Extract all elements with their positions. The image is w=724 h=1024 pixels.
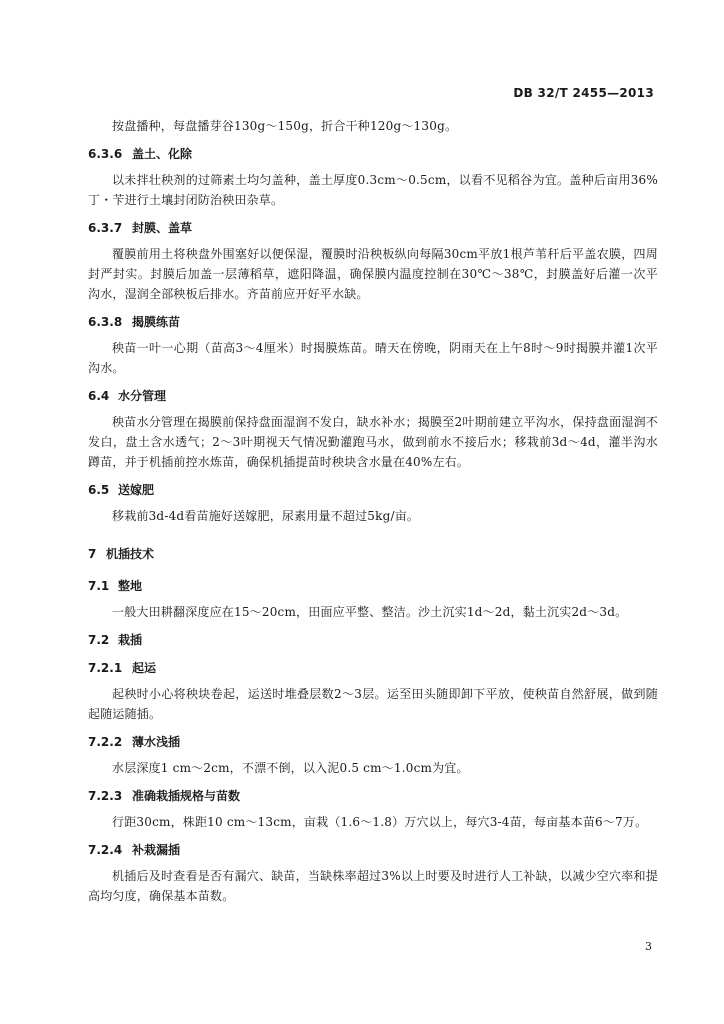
section-title: 揭膜练苗: [132, 315, 181, 329]
paragraph: 移栽前3d-4d看苗施好送嫁肥，尿素用量不超过5kg/亩。: [112, 509, 420, 523]
section-number: 6.3.6: [88, 147, 123, 161]
section-heading-6-3-8: [88, 312, 658, 332]
paragraph: 按盘播种，每盘播芽谷130g～150g，折合干种120g～130g。: [112, 119, 458, 133]
section-heading-7-2-2: [88, 732, 658, 752]
section-heading-7-2-3: [88, 786, 658, 806]
paragraph: 水层深度1 cm～2cm，不漂不倒，以入泥0.5 cm～1.0cm为宜。: [112, 761, 469, 775]
paragraph: 机插后及时查看是否有漏穴、缺苗，当缺株率超过3%以上时要及时进行人工补缺，以减少空穴率和提高均匀度，确保基本苗数。: [88, 869, 658, 903]
section-title: 盖土、化除: [132, 147, 193, 161]
paragraph: 起秧时小心将秧块卷起，运送时堆叠层数2～3层。运至田头随即卸下平放，使秧苗自然舒展，做到随起随运随插。: [88, 687, 658, 721]
section-number: 6.3.8: [88, 315, 123, 329]
paragraph: 秧苗水分管理在揭膜前保持盘面湿润不发白，缺水补水；揭膜至2叶期前建立平沟水，保持盘面湿润不发白，盘土含水透气；2～3叶期视天气情况勤灌跑马水，做到前水不接后水；移栽前3d～4d，灌半沟水蹲苗，并于机插前控水炼苗，确保机插提苗时秧块含水量在40%左右。: [88, 415, 658, 469]
paragraph: 以未拌壮秧剂的过筛素土均匀盖种，盖土厚度0.3cm～0.5cm，以看不见稻谷为宜。盖种后亩用36%丁・苄进行土壤封闭防治秧田杂草。: [88, 173, 658, 207]
section-number: 7.2: [88, 633, 110, 647]
section-title: 封膜、盖草: [132, 221, 193, 235]
section-number: 7.2.2: [88, 735, 123, 749]
section-title: 送嫁肥: [118, 483, 155, 497]
section-title: 薄水浅插: [132, 735, 181, 749]
section-title: 整地: [118, 579, 143, 593]
paragraph: 覆膜前用土将秧盘外围塞好以便保湿，覆膜时沿秧板纵向每隔30cm平放1根芦苇秆后平盖农膜，四周封严封实。封膜后加盖一层薄稻草，遮阳降温，确保膜内温度控制在30℃～38℃，封膜盖好后灌一次平沟水，湿润全部秧板后排水。齐苗前应开好平水缺。: [88, 247, 658, 301]
chapter-title: 机插技术: [106, 547, 155, 561]
page-number: 3: [645, 940, 652, 953]
section-title: 水分管理: [118, 389, 167, 403]
section-heading-6-3-6: [88, 144, 658, 164]
section-title: 栽插: [118, 633, 143, 647]
section-heading-7-2: [88, 630, 658, 650]
section-number: 7.2.3: [88, 789, 123, 803]
document-body: [88, 110, 658, 914]
paragraph: 行距30cm，株距10 cm～13cm，亩栽（1.6～1.8）万穴以上，每穴3-4苗，每亩基本苗6～7万。: [112, 815, 648, 829]
section-heading-7-2-1: [88, 658, 658, 678]
section-title: 起运: [132, 661, 157, 675]
section-number: 7.2.4: [88, 843, 123, 857]
paragraph: 秧苗一叶一心期（苗高3～4厘米）时揭膜炼苗。晴天在傍晚，阴雨天在上午8时～9时揭膜并灌1次平沟水。: [88, 341, 658, 375]
chapter-heading-7: [88, 544, 658, 564]
section-number: 7.1: [88, 579, 110, 593]
section-heading-6-5: [88, 480, 658, 500]
section-number: 6.5: [88, 483, 110, 497]
chapter-number: 7: [88, 547, 97, 561]
standard-number: DB 32/T 2455—2013: [513, 86, 654, 100]
section-number: 7.2.1: [88, 661, 123, 675]
section-heading-6-4: [88, 386, 658, 406]
paragraph: 一般大田耕翻深度应在15～20cm，田面应平整、整洁。沙土沉实1d～2d，黏土沉实2d～3d。: [112, 605, 628, 619]
section-title: 补栽漏插: [132, 843, 181, 857]
section-heading-7-2-4: [88, 840, 658, 860]
section-number: 6.4: [88, 389, 110, 403]
section-heading-7-1: [88, 576, 658, 596]
section-title: 准确栽插规格与苗数: [132, 789, 241, 803]
section-number: 6.3.7: [88, 221, 123, 235]
section-heading-6-3-7: [88, 218, 658, 238]
